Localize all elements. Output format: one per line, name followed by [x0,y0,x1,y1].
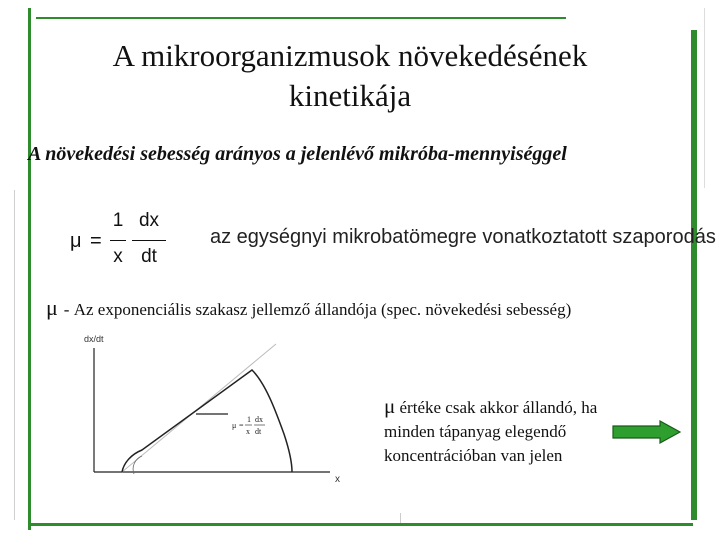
slide-title [40,36,660,116]
frame-right-thin-line [704,8,705,188]
title-line-2: kinetikája [288,78,412,113]
formula-description: az egységnyi mikrobatömegre vonatkoztatott szaporodás [210,226,716,248]
right-arrow-shape [613,421,680,443]
formula-equals: = [90,230,102,252]
graph-inset-frac2-numerator: dx [255,415,263,424]
note-line-1 [384,394,674,420]
frame-bottom-bar [31,523,693,526]
formula-frac1-denominator: x [113,246,123,267]
note-symbol: μ [384,394,396,418]
graph-angle-arc [133,456,142,474]
frame-right-bar [691,30,697,520]
graph-inset-frac2-denominator: dt [255,427,262,436]
graph-curve [122,370,292,472]
graph-x-axis-label: x [335,474,340,485]
frame-left-bar [28,8,31,530]
note-line-1-text: értéke csak akkor állandó, ha [395,398,598,417]
graph-y-axis-label: dx/dt [84,334,104,344]
formula-frac2-numerator: dx [138,210,160,231]
formula-frac1-bar [110,240,126,241]
graph-inset-formula [232,415,265,436]
growth-rate-formula [70,210,180,270]
formula-frac2-denominator: dt [141,246,157,267]
title-line-1: A mikroorganizmusok növekedésének [112,38,588,73]
formula-frac2-bar [132,240,166,241]
formula-frac1-numerator: 1 [112,210,124,231]
right-arrow-icon [612,420,682,444]
graph-inset-frac1-denominator: x [246,427,250,436]
note-line-2: minden tápanyag elegendő [384,422,567,441]
slide-subtitle: A növekedési sebesség arányos a jelenlévő mikróba-mennyiséggel [28,143,567,165]
frame-top-bar [36,17,566,19]
frame-left-thin-line [14,190,15,520]
mu-definition-text: - Az exponenciális szakasz jellemző állandója (spec. növekedési sebesség) [63,300,572,319]
mu-definition [46,295,706,321]
graph-inset-frac1-numerator: 1 [247,415,251,424]
graph-inset-mu: μ [232,421,237,430]
graph-inset-equals: = [239,421,244,430]
mu-definition-symbol: μ [46,295,58,320]
frame-bottom-tick [400,513,401,523]
growth-rate-graph [80,330,370,490]
note-line-3: koncentrációban van jelen [384,446,563,465]
formula-mu: μ [70,230,82,252]
